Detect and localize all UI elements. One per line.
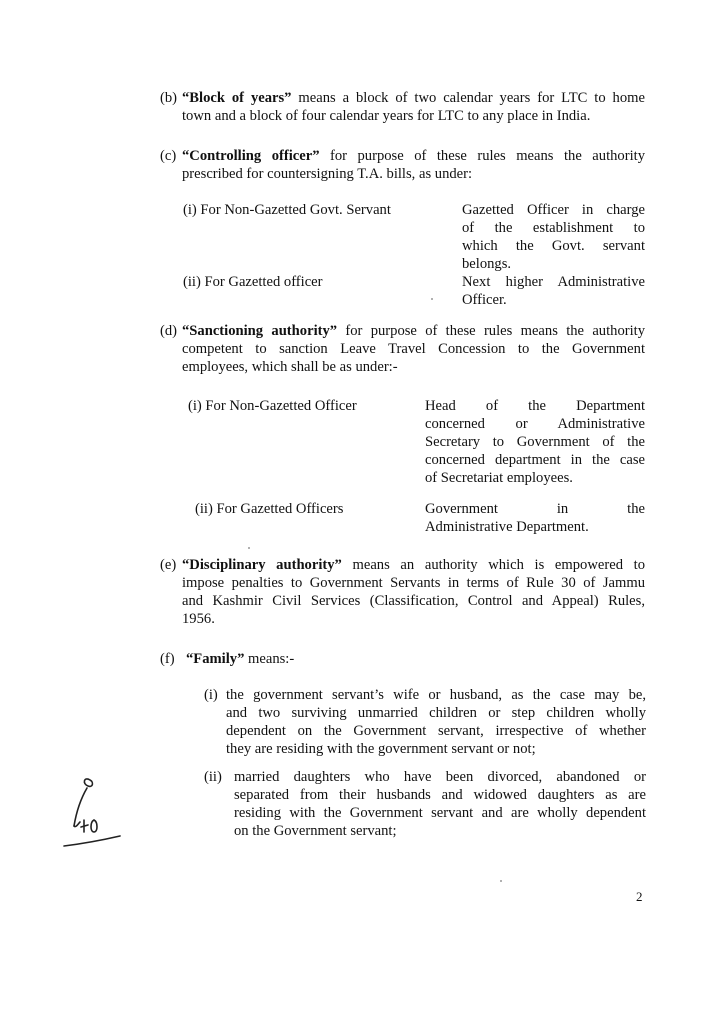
clause-c-label: (c) <box>160 148 177 164</box>
controlling-row1-line3: which the Govt. servant <box>462 238 645 254</box>
sanctioning-row1-line4: concerned department in the case <box>425 452 645 468</box>
clause-d <box>160 322 645 376</box>
clause-e-line4: 1956. <box>182 611 215 627</box>
family-item-1-line1: the government servant’s wife or husband, as the case may be, <box>226 687 646 703</box>
family-item-2-line2: separated from their husbands and widowed daughters as are <box>234 787 646 803</box>
controlling-row2-right <box>462 273 645 309</box>
sanctioning-row2-left: (ii) For Gazetted Officers <box>195 501 344 517</box>
controlling-row1-line2: of the establishment to <box>462 220 645 236</box>
controlling-row2-line1: Next higher Administrative <box>462 274 645 290</box>
family-item-1-line4: they are residing with the government servant or not; <box>226 741 536 757</box>
family-item-2-label: (ii) <box>204 769 222 785</box>
clause-e-label: (e) <box>160 557 177 573</box>
clause-e <box>160 556 645 628</box>
clause-d-line1 <box>182 322 645 340</box>
controlling-row1-line4: belongs. <box>462 256 512 272</box>
sanctioning-row1-left: (i) For Non-Gazetted Officer <box>188 398 357 414</box>
sanctioning-row1-line2: concerned or Administrative <box>425 416 645 432</box>
sanctioning-row1-right <box>425 397 645 487</box>
family-item-1-label: (i) <box>204 687 218 703</box>
clause-e-term: “Disciplinary authority” <box>182 557 342 573</box>
scan-speck <box>431 298 433 300</box>
clause-e-line2: impose penalties to Government Servants in terms of Rule 30 of Jammu <box>182 575 645 591</box>
family-item-1-line3: dependent on the Government servant, irrespective of whether <box>226 723 646 739</box>
sanctioning-row1-line5: of Secretariat employees. <box>425 470 573 486</box>
family-item-1 <box>204 686 646 758</box>
clause-b-line1-text: means a block of two calendar years for LTC to home <box>291 90 645 106</box>
controlling-row2-line2: Officer. <box>462 292 507 308</box>
clause-f-term: “Family” <box>186 651 245 667</box>
scan-speck <box>500 880 502 882</box>
clause-d-line2: competent to sanction Leave Travel Concession to the Government <box>182 341 645 357</box>
controlling-row1-left: (i) For Non-Gazetted Govt. Servant <box>183 202 391 218</box>
clause-e-line1-text: means an authority which is empowered to <box>341 557 645 573</box>
clause-f-label: (f) <box>160 651 175 667</box>
family-item-2-line1: married daughters who have been divorced, abandoned or <box>234 769 646 785</box>
clause-f-rest: means:- <box>244 651 295 667</box>
family-item-2-line4: on the Government servant; <box>234 823 397 839</box>
clause-f <box>160 650 645 668</box>
clause-c-term: “Controlling officer” <box>182 148 320 164</box>
clause-b-line2: town and a block of four calendar years for LTC to any place in India. <box>182 108 591 124</box>
family-item-2 <box>204 768 646 840</box>
controlling-row2-left: (ii) For Gazetted officer <box>183 274 323 290</box>
sanctioning-row1-line3: Secretary to Government of the <box>425 434 645 450</box>
sanctioning-row2-line1: Government in the <box>425 501 645 517</box>
clause-d-line1-text: for purpose of these rules means the authority <box>337 323 646 339</box>
clause-b <box>160 89 645 125</box>
clause-e-line3: and Kashmir Civil Services (Classification, Control and Appeal) Rules, <box>182 593 645 609</box>
sanctioning-row2-line2: Administrative Department. <box>425 519 589 535</box>
handwritten-initials <box>60 770 140 860</box>
clause-e-line1 <box>182 556 645 574</box>
clause-b-label: (b) <box>160 90 178 106</box>
clause-d-line3: employees, which shall be as under:- <box>182 359 398 375</box>
clause-c-line1 <box>182 147 645 165</box>
clause-c-line2: prescribed for countersigning T.A. bills, as under: <box>182 166 473 182</box>
clause-c-line1-text: for purpose of these rules means the authority <box>319 148 645 164</box>
sanctioning-row2-right <box>425 500 645 536</box>
clause-b-line1 <box>182 89 645 107</box>
clause-f-line1 <box>186 650 645 668</box>
clause-d-label: (d) <box>160 323 178 339</box>
scan-speck <box>248 547 250 549</box>
clause-d-term: “Sanctioning authority” <box>182 323 338 339</box>
family-item-2-line3: residing with the Government servant and are wholly dependent <box>234 805 646 821</box>
family-item-1-line2: and two surviving unmarried children or step children wholly <box>226 705 646 721</box>
controlling-row1-right <box>462 201 645 273</box>
clause-c <box>160 147 645 183</box>
sanctioning-row1-line1: Head of the Department <box>425 398 645 414</box>
page-number: 2 <box>636 889 643 904</box>
controlling-row1-line1: Gazetted Officer in charge <box>462 202 645 218</box>
clause-b-term: “Block of years” <box>182 90 292 106</box>
